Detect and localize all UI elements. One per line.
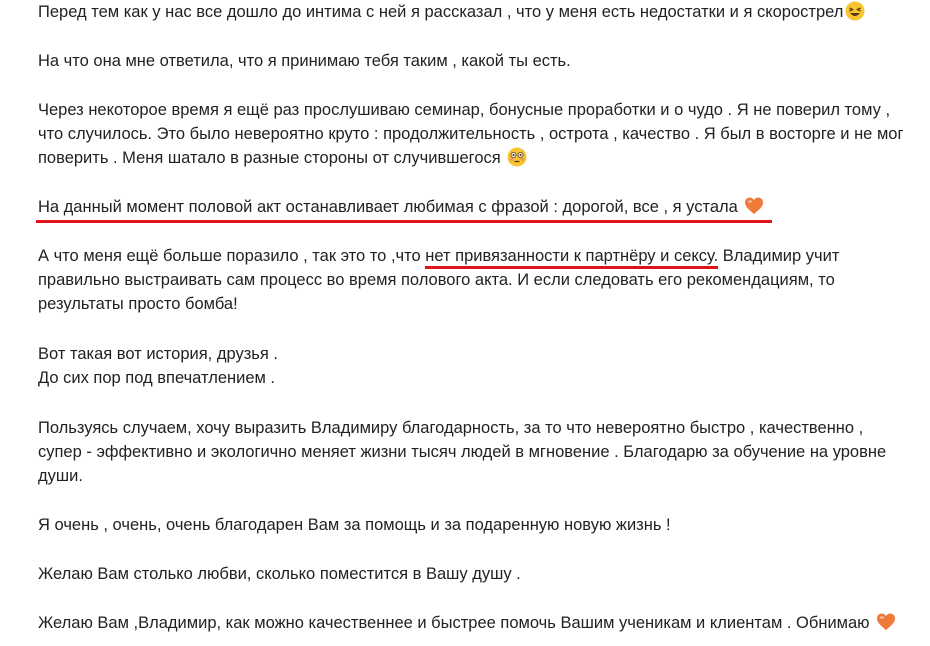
text: Через некоторое время я ещё раз прослушиваю семинар, бонусные проработки и о чудо . Я не поверил тому , [38,101,891,119]
orange-heart-emoji-icon [876,612,896,632]
paragraph-5-line-2 [38,268,835,292]
text: На данный момент половой акт останавливает любимая с фразой : дорогой, все , я устала [38,198,738,216]
text: Владимир учит [718,247,840,265]
text: поверить . Меня шатало в разные стороны от случившегося [38,149,501,167]
paragraph-4-highlighted [38,195,764,219]
paragraph-1-line-1 [38,0,865,24]
highlighted-phrase: нет привязанности к партнёру и сексу. [425,247,718,269]
text: Желаю Вам столько любви, сколько поместится в Вашу душу . [38,565,521,583]
orange-heart-emoji-icon [744,196,764,216]
paragraph-5-line-1 [38,244,839,268]
text: До сих пор под впечатлением . [38,369,276,387]
text: результаты просто бомба! [38,295,238,313]
paragraph-10 [38,611,896,635]
text: Перед тем как у нас все дошло до интима с ней я рассказал , что у меня есть недостатки и я скорострел [38,3,844,21]
paragraph-3-line-1 [38,98,890,122]
text: Вот такая вот история, друзья . [38,345,278,363]
paragraph-2 [38,49,571,73]
text: А что меня ещё больше поразило , так это то ,что [38,247,426,265]
red-underline [36,220,772,223]
text: правильно выстраивать сам процесс во время полового акта. И если следовать его рекомендациям, то [38,271,835,289]
text: Я очень , очень, очень благодарен Вам за помощь и за подаренную новую жизнь ! [38,516,671,534]
text: что случилось. Это было невероятно круто : продолжительность , острота , качество . Я был в восторге и не мог [38,125,904,143]
paragraph-3-line-3 [38,146,527,170]
paragraph-6-line-2 [38,366,275,390]
paragraph-3-line-2 [38,122,904,146]
laughing-face-emoji-icon [845,1,865,21]
flushed-face-emoji-icon [507,147,527,167]
text: супер - эффективно и экологично меняет жизни тысяч людей в мгновение . Благодарю за обучение на уровне [38,443,887,461]
paragraph-7-line-1 [38,416,863,440]
paragraph-8 [38,513,671,537]
paragraph-7-line-2 [38,440,886,464]
text: души. [38,467,83,485]
text: Пользуясь случаем, хочу выразить Владимиру благодарность, за то что невероятно быстро , качественно , [38,419,864,437]
paragraph-7-line-3 [38,464,83,488]
text: Желаю Вам ,Владимир, как можно качественнее и быстрее помочь Вашим ученикам и клиентам . Обнимаю [38,614,870,632]
paragraph-6-line-1 [38,342,278,366]
paragraph-5-line-3 [38,292,238,316]
paragraph-9 [38,562,521,586]
text: На что она мне ответила, что я принимаю тебя таким , какой ты есть. [38,52,571,70]
